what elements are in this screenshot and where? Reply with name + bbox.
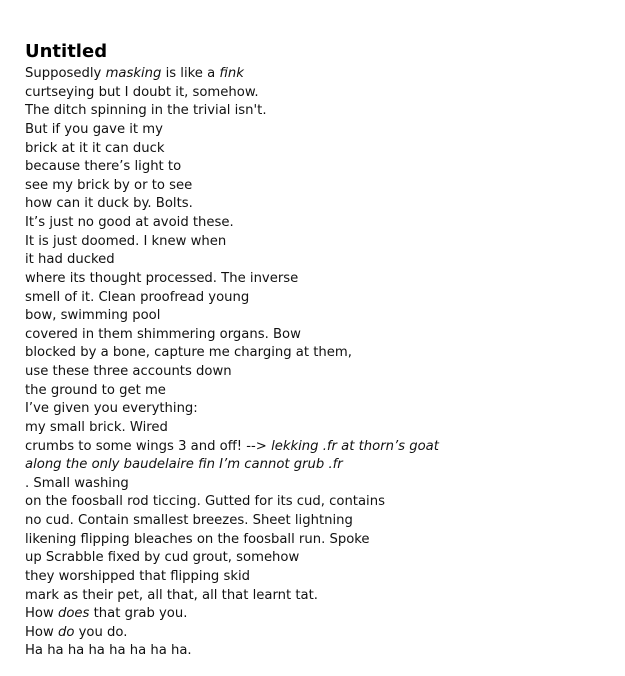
poem-line-segment: that grab you. — [89, 606, 188, 622]
poem-line-segment: my small brick. Wired — [25, 419, 168, 435]
poem-line-segment: The ditch spinning in the trivial isn't. — [25, 103, 267, 119]
poem-line — [25, 568, 615, 587]
poem-line-segment: . Small washing — [25, 475, 129, 491]
poem-line — [25, 363, 615, 382]
poem-line-segment: on the foosball rod ticcing. Gutted for its cud, contains — [25, 494, 385, 510]
poem-line-segment: see my brick by or to see — [25, 177, 193, 193]
poem-line — [25, 400, 615, 419]
poem-line-segment: blocked by a bone, capture me charging at them, — [25, 345, 352, 361]
poem-line-italic-segment: masking — [105, 66, 162, 81]
poem-line-segment: curtseying but I doubt it, somehow. — [25, 84, 259, 100]
poem-body — [25, 65, 615, 661]
poem-line-segment: covered in them shimmering organs. Bow — [25, 326, 301, 342]
poem-line — [25, 251, 615, 270]
poem-line — [25, 84, 615, 103]
poem-line — [25, 438, 615, 457]
poem-line-segment: Ha ha ha ha ha ha ha ha. — [25, 643, 192, 659]
poem-line — [25, 140, 615, 159]
poem-line-segment: mark as their pet, all that, all that learnt tat. — [25, 587, 319, 603]
poem-line — [25, 344, 615, 363]
poem-line — [25, 531, 615, 550]
poem-line — [25, 475, 615, 494]
poem-line — [25, 289, 615, 308]
poem-line — [25, 177, 615, 196]
poem — [25, 40, 615, 661]
poem-line-segment: because there’s light to — [25, 159, 182, 175]
poem-title: Untitled — [25, 41, 108, 62]
poem-line-segment: crumbs to some wings 3 and off! --> — [25, 438, 272, 454]
poem-line-italic-segment: lekking .fr at thorn’s goat — [271, 438, 439, 454]
poem-line — [25, 102, 615, 121]
poem-line — [25, 642, 615, 661]
poem-line-segment: the ground to get me — [25, 382, 166, 398]
poem-line — [25, 624, 615, 643]
poem-line-italic-segment: fink — [219, 66, 244, 81]
poem-line-segment: likening flipping bleaches on the foosball run. Spoke — [25, 531, 370, 547]
poem-line — [25, 233, 615, 252]
poem-line — [25, 270, 615, 289]
poem-line — [25, 65, 615, 84]
poem-line-segment: they worshipped that flipping skid — [25, 568, 251, 584]
poem-line-segment: I’ve given you everything: — [25, 401, 198, 417]
poem-line — [25, 326, 615, 345]
poem-line — [25, 549, 615, 568]
poem-line — [25, 605, 615, 624]
poem-line-segment: It’s just no good at avoid these. — [25, 215, 234, 230]
poem-line-segment: where its thought processed. The inverse — [25, 270, 299, 286]
poem-line-italic-segment: along the only baudelaire fin I’m cannot grub .fr — [25, 457, 343, 473]
poem-line — [25, 456, 615, 475]
poem-line-segment: how can it duck by. Bolts. — [25, 196, 193, 212]
poem-line-segment: up Scrabble fixed by cud grout, somehow — [25, 550, 300, 566]
poem-line — [25, 419, 615, 438]
poem-line-italic-segment: does — [57, 606, 90, 622]
poem-line — [25, 382, 615, 401]
poem-line-segment: use these three accounts down — [25, 364, 232, 379]
poem-line-segment: brick at it it can duck — [25, 140, 165, 156]
poem-line — [25, 195, 615, 214]
poem-line — [25, 512, 615, 531]
poem-line-italic-segment: do — [57, 624, 75, 640]
poem-line-segment: How — [25, 624, 58, 640]
poem-line-segment: Supposedly — [25, 66, 106, 81]
poem-line-segment: bow, swimming pool — [25, 308, 161, 324]
poem-line-segment: How — [25, 606, 58, 622]
poem-line-segment: you do. — [74, 624, 128, 640]
poem-line-segment: It is just doomed. I knew when — [25, 233, 227, 249]
poem-line-segment: But if you gave it my — [25, 121, 163, 137]
poem-line — [25, 158, 615, 177]
poem-line-segment: is like a — [161, 66, 220, 81]
poem-line — [25, 493, 615, 512]
poem-line-segment: no cud. Contain smallest breezes. Sheet lightning — [25, 513, 353, 528]
poem-line — [25, 121, 615, 140]
poem-line — [25, 214, 615, 233]
poem-line-segment: smell of it. Clean proofread young — [25, 289, 250, 305]
poem-line-segment: it had ducked — [25, 252, 115, 268]
poem-line — [25, 587, 615, 606]
poem-line — [25, 307, 615, 326]
